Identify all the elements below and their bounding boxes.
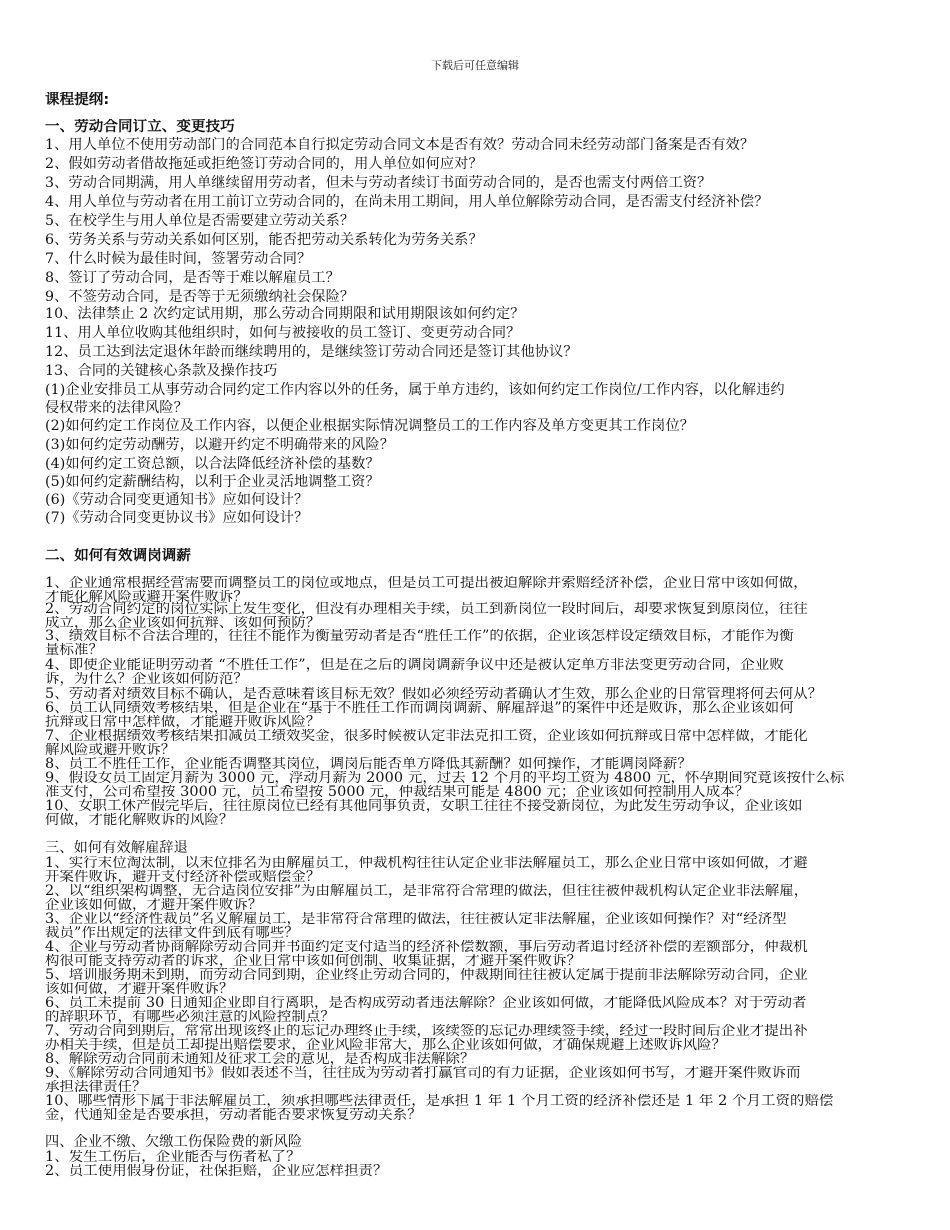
section1-sub-item: (5)如何约定薪酬结构，以利于企业灵活地调整工资？ xyxy=(45,474,380,490)
section1-item: 2、假如劳动者借故拖延或拒绝签订劳动合同的，用人单位如何应对？ xyxy=(45,156,483,172)
section2-line: 4、即使企业能证明劳动者 “不胜任工作”，但是在之后的调岗调薪争议中还是被认定单方非法变更劳动合同，企业败 xyxy=(45,658,784,672)
section1-item: 7、什么时候为最佳时间，签署劳动合同？ xyxy=(45,251,312,267)
section1-item: 12、员工达到法定退休年龄而继续聘用的，是继续签订劳动合同还是签订其他协议？ xyxy=(45,344,578,360)
outline-title: 课程提纲: xyxy=(45,92,110,108)
section1-sub-item: (4)如何约定工资总额，以合法降低经济补偿的基数？ xyxy=(45,456,380,472)
section2-line: 1、企业通常根据经营需要而调整员工的岗位或地点，但是员工可提出被迫解除并索赔经济补偿，企业日常中该如何做， xyxy=(45,576,808,590)
section1-sub-item: (2)如何约定工作岗位及工作内容，以便企业根据实际情况调整员工的工作内容及单方变更其工作岗位？ xyxy=(45,418,695,434)
section2-line: 6、员工认同绩效考核结果，但是企业在“基于不胜任工作而调岗调薪、解雇辞退”的案件中还是败诉，那么企业该如何 xyxy=(45,701,794,715)
section1-item: 1、用人单位不使用劳动部门的合同范本自行拟定劳动合同文本是否有效？劳动合同未经劳动部门备案是否有效？ xyxy=(45,137,755,153)
section2-line: 3、绩效目标不合法合理的，往往不能作为衡量劳动者是否“胜任工作”的依据，企业该怎样设定绩效目标，才能作为衡 xyxy=(45,629,794,643)
section1-sub-item: 侵权带来的法律风险？ xyxy=(45,400,188,416)
section4-line: 1、发生工伤后，企业能否与伤者私了？ xyxy=(45,1150,301,1164)
section2-title: 二、如何有效调岗调薪 xyxy=(45,548,191,564)
section3-line: 的辞职环节，有哪些必须注意的风险控制点？ xyxy=(45,1010,335,1024)
section2-line: 解风险或避开败诉？ xyxy=(45,743,176,757)
section2-line: 抗辩或日常中怎样做，才能避开败诉风险？ xyxy=(45,715,321,729)
section3-title: 三、如何有效解雇辞退 xyxy=(45,840,188,856)
section1-item: 13、合同的关键核心条款及操作技巧 xyxy=(45,363,278,379)
section3-line: 7、劳动合同到期后，常常出现该终止的忘记办理终止手续，该续签的忘记办理续签手续，经过一段时间后企业才提出补 xyxy=(45,1024,808,1038)
section2-line: 准支付，公司希望按 3000 元，员工希望按 5000 元，仲裁结果可能是 4800 元；企业该如何控制用人成本？ xyxy=(45,785,750,799)
section1-item: 4、用人单位与劳动者在用工前订立劳动合同的，在尚未用工期间，用人单位解除劳动合同，是否需支付经济补偿？ xyxy=(45,194,769,210)
section1-item: 11、用人单位收购其他组织时，如何与被接收的员工签订、变更劳动合同？ xyxy=(45,325,521,341)
section2-line: 2、劳动合同约定的岗位实际上发生变化，但没有办理相关手续，员工到新岗位一段时间后，却要求恢复到原岗位，往往 xyxy=(45,602,808,616)
section3-line: 2、以“组织架构调整，无合适岗位安排”为由解雇员工，是非常符合常理的做法，但往往被仲裁机构认定企业非法解雇， xyxy=(45,884,809,898)
section3-line: 4、企业与劳动者协商解除劳动合同并书面约定支付适当的经济补偿数额，事后劳动者追讨经济补偿的差额部分，仲裁机 xyxy=(45,940,808,954)
section2-line: 8、员工不胜任工作，企业能否调整其岗位，调岗后能否单方降低其薪酬？如何操作，才能调岗降薪？ xyxy=(45,757,692,771)
section4-title: 四、企业不缴、欠缴工伤保险费的新风险 xyxy=(45,1134,303,1150)
section3-line: 办相关手续，但是员工却提出赔偿要求，企业风险非常大，那么企业该如何做，才确保规避上述败诉风险？ xyxy=(45,1038,727,1052)
section4-line: 2、员工使用假身份证，社保拒赔，企业应怎样担责？ xyxy=(45,1164,388,1178)
section2-line: 何做，才能化解败诉的风险？ xyxy=(45,813,234,827)
section2-line: 成立，那么企业该如何抗辩、该如何预防？ xyxy=(45,616,321,630)
section1-title: 一、劳动合同订立、变更技巧 xyxy=(45,119,235,135)
section1-sub-item: (1)企业安排员工从事劳动合同约定工作内容以外的任务，属于单方违约，该如何约定工作岗位/工作内容，以化解违约 xyxy=(45,382,785,398)
section3-line: 金，代通知金是否要承担，劳动者能否要求恢复劳动关系？ xyxy=(45,1108,422,1122)
section1-item: 3、劳动合同期满，用人单继续留用劳动者，但未与劳动者续订书面劳动合同的，是否也需支付两倍工资？ xyxy=(45,175,712,191)
section1-item: 9、不签劳动合同，是否等于无须缴纳社会保险？ xyxy=(45,289,355,305)
section3-line: 该如何做，才避开案件败诉？ xyxy=(45,982,234,996)
section2-line: 5、劳动者对绩效目标不确认，是否意味着该目标无效？假如必须经劳动者确认才生效，那么企业的日常管理将何去何从？ xyxy=(45,687,823,701)
page-header-note: 下载后可任意编辑 xyxy=(431,59,519,72)
section1-item: 5、在校学生与用人单位是否需要建立劳动关系？ xyxy=(45,213,355,229)
section1-sub-item: (7)《劳动合同变更协议书》应如何设计？ xyxy=(45,510,309,526)
section2-line: 才能化解风险或避开案件败诉？ xyxy=(45,590,248,604)
section2-line: 诉，为什么？企业该如何防范？ xyxy=(45,672,248,686)
section1-item: 6、劳务关系与劳动关系如何区别，能否把劳动关系转化为劳务关系？ xyxy=(45,232,483,248)
section2-line: 10、女职工休产假完毕后，往往原岗位已经有其他同事负责，女职工往往不接受新岗位，为此发生劳动争议，企业该如 xyxy=(45,799,803,813)
section3-line: 8、解除劳动合同前未通知及征求工会的意见，是否构成非法解除？ xyxy=(45,1052,475,1066)
section1-item: 8、签订了劳动合同，是否等于难以解雇员工？ xyxy=(45,270,340,286)
section3-line: 构很可能支持劳动者的诉求，企业日常中该如何创制、收集证据，才避开案件败诉？ xyxy=(45,954,582,968)
section2-line: 量标准？ xyxy=(45,643,103,657)
section3-line: 9、《解除劳动合同通知书》假如表述不当，往往成为劳动者打赢官司的有力证据，企业该如何书写，才避开案件败诉而 xyxy=(45,1066,801,1080)
section1-sub-item: (3)如何约定劳动酬劳，以避开约定不明确带来的风险？ xyxy=(45,437,395,453)
section3-line: 1、实行末位淘汰制，以末位排名为由解雇员工，仲裁机构往往认定企业非法解雇员工，那么企业日常中该如何做，才避 xyxy=(45,856,808,870)
section1-item: 10、法律禁止 2 次约定试用期，那么劳动合同期限和试用期限该如何约定？ xyxy=(45,306,525,322)
section3-line: 承担法律责任？ xyxy=(45,1080,147,1094)
section3-line: 10、哪些情形下属于非法解雇员工，须承担哪些法律责任，是承担 1 年 1 个月工资的经济补偿还是 1 年 2 个月工资的赔偿 xyxy=(45,1094,834,1108)
section2-line: 7、企业根据绩效考核结果扣减员工绩效奖金，很多时候被认定非法克扣工资，企业该如何抗辩或日常中怎样做，才能化 xyxy=(45,729,808,743)
section3-line: 企业该如何做，才避开案件败诉？ xyxy=(45,898,263,912)
section2-line: 9、假设女员工固定月薪为 3000 元，浮动月薪为 2000 元，过去 12 个月的平均工资为 4800 元，怀孕期间究竟该按什么标 xyxy=(45,771,845,785)
section1-sub-item: (6)《劳动合同变更通知书》应如何设计？ xyxy=(45,492,309,508)
section3-line: 5、培训服务期未到期，而劳动合同到期，企业终止劳动合同的，仲裁期间往往被认定属于提前非法解除劳动合同，企业 xyxy=(45,968,808,982)
section3-line: 裁员”作出规定的法律文件到底有哪些？ xyxy=(45,926,299,940)
section3-line: 3、企业以“经济性裁员”名义解雇员工，是非常符合常理的做法，往往被认定非法解雇，企业该如何操作？对“经济型 xyxy=(45,912,787,926)
section3-line: 开案件败诉，避开支付经济补偿或赔偿金？ xyxy=(45,870,321,884)
section3-line: 6、员工未提前 30 日通知企业即自行离职，是否构成劳动者违法解除？企业该如何做，才能降低风险成本？对于劳动者 xyxy=(45,996,807,1010)
